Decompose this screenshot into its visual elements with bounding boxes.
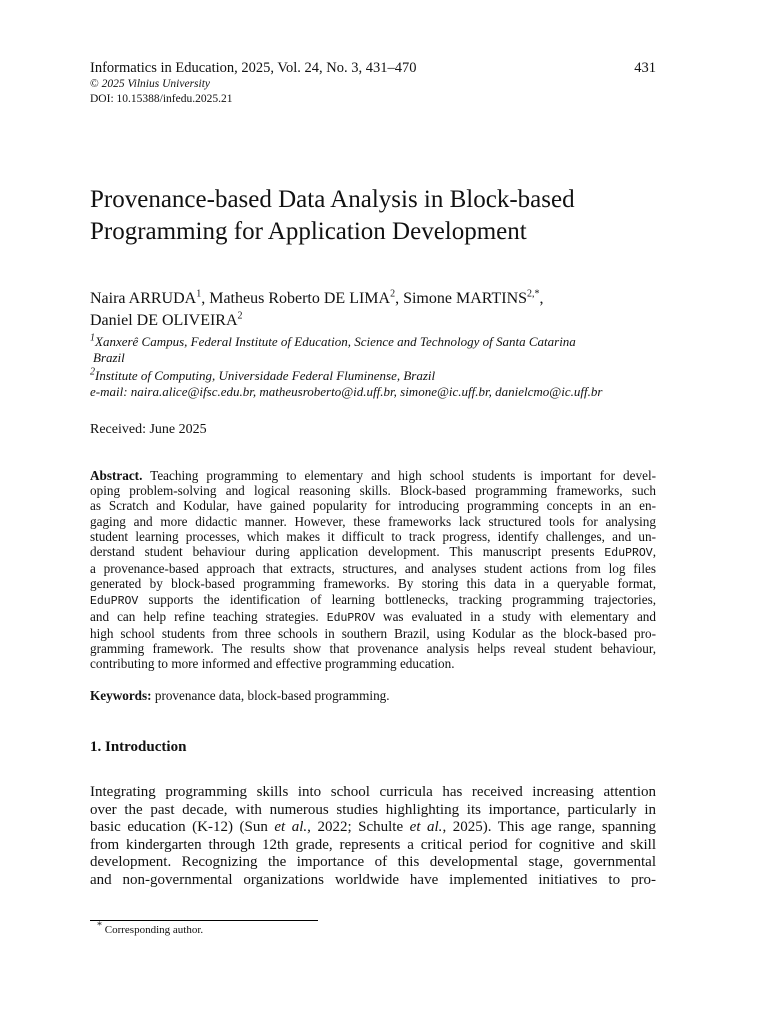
affiliation-text: Institute of Computing, Universidade Federal Fluminense, Brazil xyxy=(95,368,436,383)
abstract-label: Abstract. xyxy=(90,468,143,483)
affiliation-1 xyxy=(90,334,576,350)
copyright-symbol: © xyxy=(90,78,99,90)
abstract-line xyxy=(90,609,656,626)
footnote xyxy=(97,920,204,936)
body-text: , 2025). This age range, spanning xyxy=(442,819,656,836)
body-line xyxy=(90,819,656,837)
affiliation-mark: 2 xyxy=(90,366,95,378)
abstract-line: contributing to more informed and effective programming education. xyxy=(90,656,455,672)
affiliation-1-continued: Brazil xyxy=(93,350,125,365)
abstract-text: supports the identification of learning bottlenecks, tracking programming trajectories, xyxy=(138,591,656,607)
author-affiliation-mark: 2,* xyxy=(527,288,540,300)
intro-paragraph xyxy=(90,784,656,890)
abstract-line xyxy=(90,592,656,609)
paper-title xyxy=(90,184,690,248)
footnote-rule xyxy=(90,920,318,921)
abstract-text: derstand student behaviour during application development. This manuscript presents xyxy=(90,544,605,560)
keywords xyxy=(90,688,390,704)
footnote-text: Corresponding author. xyxy=(102,924,204,936)
abstract-line xyxy=(90,544,656,561)
page-number: 431 xyxy=(634,60,656,76)
author-affiliation-mark: 2 xyxy=(237,310,243,322)
body-line: development. Recognizing the importance of this developmental stage, governmental xyxy=(90,854,656,871)
copyright-line xyxy=(90,78,210,90)
abstract-line: high school students from three schools in southern Brazil, using Kodular as the block-based pro- xyxy=(90,626,656,642)
author-line-1 xyxy=(90,288,680,310)
body-text: , 2022; Schulte xyxy=(307,819,410,836)
body-text: basic education (K-12) (Sun xyxy=(90,819,275,836)
author-name: , Matheus Roberto DE LIMA xyxy=(201,290,391,307)
abstract-line: oping problem-solving and logical reasoning skills. Block-based programming frameworks, such xyxy=(90,483,656,499)
author-name: Naira ARRUDA xyxy=(90,290,197,307)
footnote-mark: * xyxy=(97,920,102,932)
author-name: , Simone MARTINS xyxy=(395,290,528,307)
abstract-line xyxy=(90,468,656,483)
abstract-line: generated by block-based programming frameworks. By storing this data in a queryable format, xyxy=(90,576,656,592)
abstract-line: student learning processes, which makes it difficult to track progress, identify challenges, and un- xyxy=(90,528,656,544)
email-line: e-mail: naira.alice@ifsc.edu.br, matheusroberto@id.uff.br, simone@ic.uff.br, danielcmo@ic.uff.br xyxy=(90,384,603,399)
body-line: and non-governmental organizations worldwide have implemented initiatives to pro- xyxy=(90,871,656,888)
author-affiliation-mark: 1 xyxy=(196,288,202,300)
abstract-line: gramming framework. The results show that provenance analysis helps reveal student behaviour, xyxy=(90,641,656,657)
affiliation-2 xyxy=(90,368,435,384)
body-line: Integrating programming skills into school curricula has received increasing attention xyxy=(90,784,656,800)
received-date: Received: June 2025 xyxy=(90,422,207,437)
keywords-label: Keywords: xyxy=(90,688,152,703)
section-heading: 1. Introduction xyxy=(90,739,187,755)
abstract-text: Teaching programming to elementary and high school students is important for devel- xyxy=(142,468,656,483)
author-list xyxy=(90,288,680,332)
affiliation-text: Xanxerê Campus, Federal Institute of Education, Science and Technology of Santa Catarina xyxy=(95,334,576,349)
affiliation-mark: 1 xyxy=(90,332,95,344)
body-line: over the past decade, with numerous studies highlighting its importance, particularly in xyxy=(90,801,656,818)
abstract-line: as Scratch and Kodular, have gained popularity for introducing programming concepts in an en- xyxy=(90,498,656,514)
journal-citation: Informatics in Education, 2025, Vol. 24, No. 3, 431–470 xyxy=(90,60,417,76)
keywords-text: provenance data, block-based programming. xyxy=(151,688,390,703)
abstract-line: gaging and more didactic manner. However, these frameworks lack structured tools for analysing xyxy=(90,513,656,529)
doi: DOI: 10.15388/infedu.2025.21 xyxy=(90,93,233,105)
code-name: EduPROV xyxy=(90,594,139,608)
abstract xyxy=(90,468,656,672)
title-line-1: Provenance-based Data Analysis in Block-based xyxy=(90,186,575,213)
body-text: et al. xyxy=(274,819,308,836)
body-text: et al. xyxy=(409,819,443,836)
title-line-2: Programming for Application Development xyxy=(90,218,527,245)
code-name: EduPROV xyxy=(604,547,653,561)
copyright-text: 2025 Vilnius University xyxy=(98,78,211,90)
author-affiliation-mark: 2 xyxy=(390,288,396,300)
author-name: Daniel DE OLIVEIRA xyxy=(90,312,238,329)
author-separator: , xyxy=(539,290,544,307)
author-line-2 xyxy=(90,310,680,332)
abstract-text: and can help refine teaching strategies. xyxy=(90,608,327,624)
abstract-line: a provenance-based approach that extracts, structures, and analyses student actions from log files xyxy=(90,561,656,577)
code-name: EduPROV xyxy=(326,611,376,625)
body-line: from kindergarten through 12th grade, represents a critical period for cognitive and skill xyxy=(90,836,656,853)
abstract-text: , xyxy=(652,544,656,560)
abstract-text: was evaluated in a study with elementary and xyxy=(375,608,656,624)
